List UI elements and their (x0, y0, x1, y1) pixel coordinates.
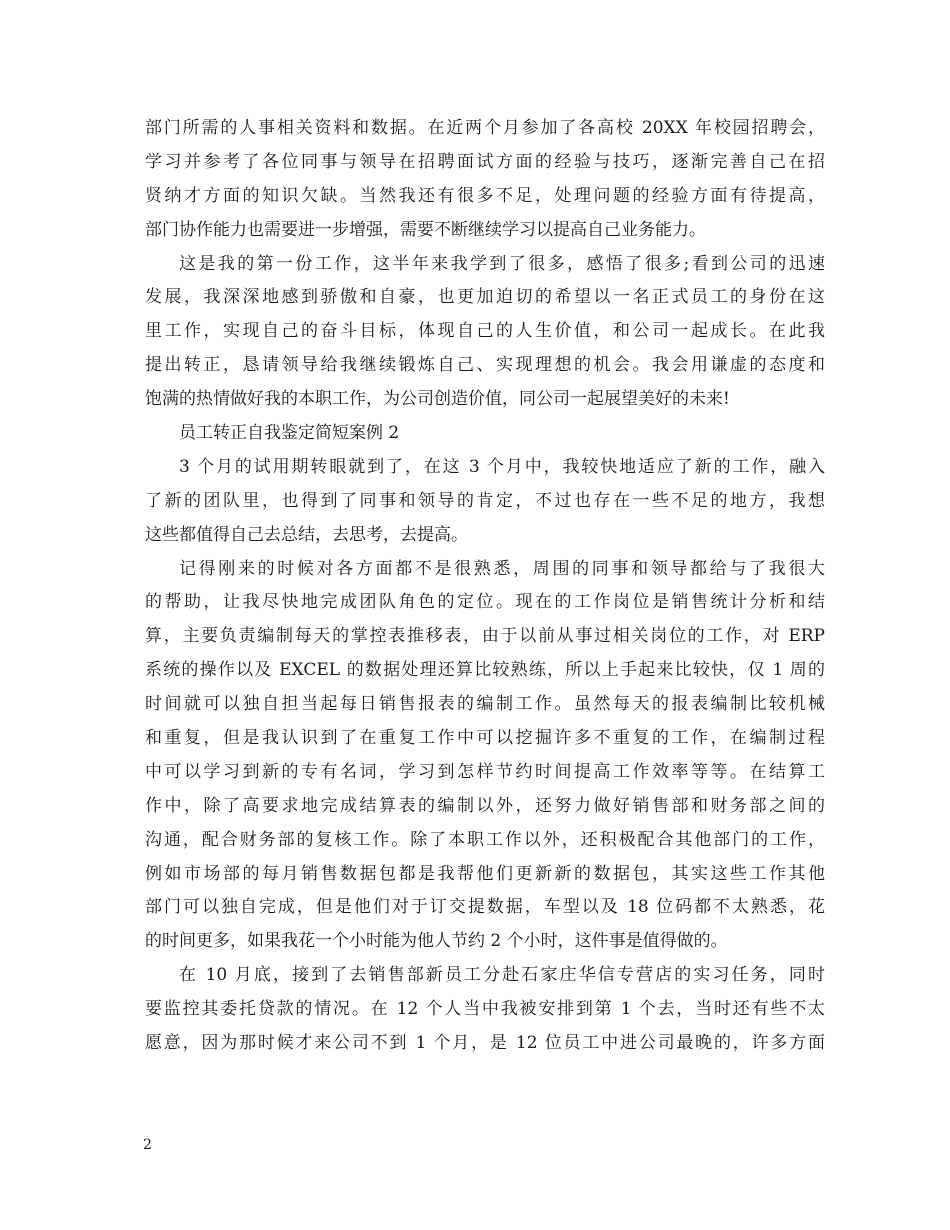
text-line: 提出转正，恳请领导给我继续锻炼自己、实现理想的机会。我会用谦虚的态度和 (145, 355, 825, 376)
text-line: 贤纳才方面的知识欠缺。当然我还有很多不足，处理问题的经验方面有待提高， (145, 185, 825, 206)
page-number: 2 (143, 1137, 152, 1153)
paragraph-2 (145, 248, 825, 417)
text-line: 部门协作能力也需要进一步增强，需要不断继续学习以提高自己业务能力。 (145, 219, 706, 240)
text-line: 了新的团队里，也得到了同事和领导的肯定，不过也存在一些不足的地方，我想 (145, 490, 825, 511)
text-line: 要监控其委托贷款的情况。在 12 个人当中我被安排到第 1 个去，当时还有些不太 (145, 999, 825, 1020)
text-line: 这是我的第一份工作，这半年来我学到了很多，感悟了很多;看到公司的迅速 (179, 253, 825, 274)
text-line: 饱满的热情做好我的本职工作，为公司创造价值，同公司一起展望美好的未来! (145, 389, 730, 410)
text-line: 沟通，配合财务部的复核工作。除了本职工作以外，还积极配合其他部门的工作， (145, 829, 825, 850)
text-line: 里工作，实现自己的奋斗目标，体现自己的人生价值，和公司一起成长。在此我 (145, 321, 825, 342)
paragraph-3 (145, 451, 825, 553)
text-line: 算，主要负责编制每天的掌控表推移表，由于以前从事过相关岗位的工作，对 ERP (145, 626, 825, 647)
text-line: 的时间更多，如果我花一个小时能为他人节约 2 个小时，这件事是值得做的。 (145, 931, 728, 952)
paragraph-1 (145, 112, 825, 248)
text-line: 时间就可以独自担当起每日销售报表的编制工作。虽然每天的报表编制比较机械 (145, 694, 825, 715)
paragraph-4 (145, 553, 825, 960)
text-line: 愿意，因为那时候才来公司不到 1 个月，是 12 位员工中进公司最晚的，许多方面 (145, 1033, 825, 1054)
text-line: 发展，我深深地感到骄傲和自豪，也更加迫切的希望以一名正式员工的身份在这 (145, 287, 825, 308)
paragraph-5 (145, 959, 825, 1061)
text-line: 在 10 月底，接到了去销售部新员工分赴石家庄华信专营店的实习任务，同时 (179, 965, 825, 986)
text-line: 部门可以独自完成，但是他们对于订交提数据，车型以及 18 位码都不太熟悉，花 (145, 897, 825, 918)
text-line: 和重复，但是我认识到了在重复工作中可以挖掘许多不重复的工作，在编制过程 (145, 728, 825, 749)
section-heading (145, 417, 825, 451)
text-line: 中可以学习到新的专有名词，学习到怎样节约时间提高工作效率等等。在结算工 (145, 761, 825, 782)
text-line: 记得刚来的时候对各方面都不是很熟悉，周围的同事和领导都给与了我很大 (179, 558, 825, 579)
document-body (145, 112, 825, 1061)
text-line: 的帮助，让我尽快地完成团队角色的定位。现在的工作岗位是销售统计分析和结 (145, 592, 825, 613)
text-line: 部门所需的人事相关资料和数据。在近两个月参加了各高校 20XX 年校园招聘会， (145, 118, 825, 138)
text-line: 3 个月的试用期转眼就到了，在这 3 个月中，我较快地适应了新的工作，融入 (179, 456, 825, 477)
text-line: 这些都值得自己去总结，去思考，去提高。 (145, 524, 468, 545)
text-line: 系统的操作以及 EXCEL 的数据处理还算比较熟练，所以上手起来比较快，仅 1 周的 (145, 660, 825, 681)
text-line: 学习并参考了各位同事与领导在招聘面试方面的经验与技巧，逐渐完善自己在招 (145, 151, 825, 172)
heading-text: 员工转正自我鉴定简短案例 2 (179, 423, 400, 444)
text-line: 例如市场部的每月销售数据包都是我帮他们更新新的数据包，其实这些工作其他 (145, 863, 825, 884)
text-line: 作中，除了高要求地完成结算表的编制以外，还努力做好销售部和财务部之间的 (145, 795, 825, 816)
